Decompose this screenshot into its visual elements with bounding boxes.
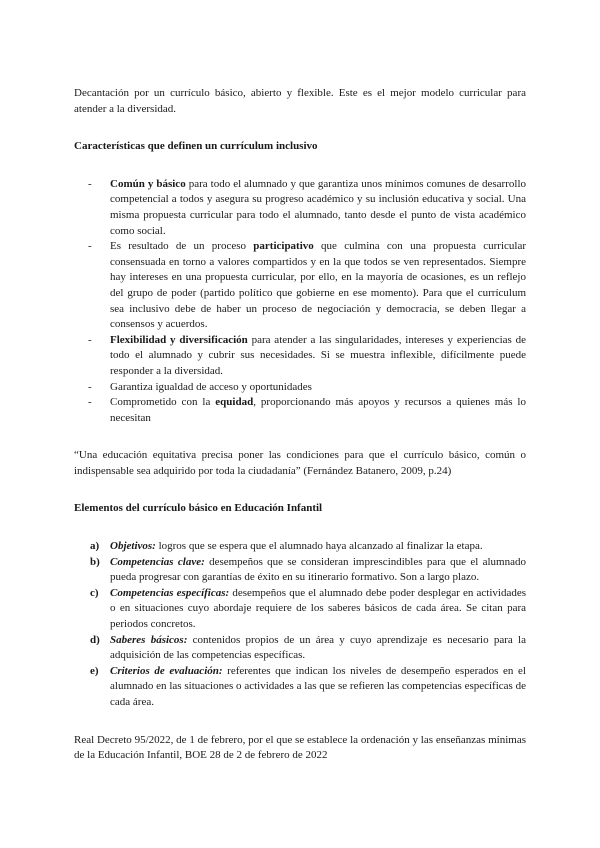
quote-paragraph: “Una educación equitativa precisa poner las condiciones para que el currículo básico, común o indispensable sea adquirido por toda la ciudadanía” (Fernández Batanero, 2009, p.24) <box>74 449 526 477</box>
item-bold-term: participativo <box>253 240 314 253</box>
item-bold-term: Saberes básicos: <box>110 633 188 646</box>
item-text: logros que se espera que el alumnado haya alcanzado al finalizar la etapa. <box>155 540 483 553</box>
list-item <box>74 633 526 664</box>
list-item <box>74 177 526 239</box>
section-heading-basic-curriculum: Elementos del currículo básico en Educación Infantil <box>74 502 323 515</box>
list-item <box>74 586 526 633</box>
item-text: para atender a las singularidades, intereses y experiencias de todo el alumnado y cubrir sus necesidades. Si se muestra inflexible, difícilmente puede responder a la diversidad. <box>110 333 526 377</box>
list-marker: d) <box>90 633 100 646</box>
list-marker: - <box>88 396 92 409</box>
list-item <box>74 664 526 711</box>
list-marker: e) <box>90 664 99 677</box>
item-text: que culmina con una propuesta curricular consensuada en torno a valores compartidos y en la que todos se ven representados. Siempre hay intereses en una propuesta curricular, por ello, en la mayoría de ocasiones, es un reflejo del grupo de poder (partido político que gobierne en ese momento). Para que el currículum sea inclusivo debe de haber un proceso de negociación y democracia, se deben llegar a consensos y acuerdos. <box>110 240 527 331</box>
list-item <box>74 555 526 586</box>
item-bold-term: Objetivos: <box>110 540 156 553</box>
list-item <box>74 380 526 396</box>
section-heading-inclusive-curriculum: Características que definen un currículum inclusivo <box>74 140 318 153</box>
document-page <box>74 86 526 764</box>
item-text-pre: Es resultado de un proceso <box>110 240 254 253</box>
item-text: referentes que indican los niveles de desempeño esperados en el alumnado en las situaciones o actividades a las que se refieren las competencias específicas de cada área. <box>110 664 526 708</box>
list-item <box>74 333 526 380</box>
item-text: contenidos propios de un área y cuyo aprendizaje es necesario para la adquisición de las competencias específicas. <box>110 633 526 662</box>
list-marker: c) <box>90 586 99 599</box>
item-bold-term: Criterios de evaluación: <box>110 664 223 677</box>
item-bold-term: Flexibilidad y diversificación <box>110 333 248 346</box>
item-bold-term: Competencias clave: <box>110 555 205 568</box>
item-text-pre: Comprometido con la <box>110 396 216 409</box>
list-item <box>74 395 526 426</box>
basic-curriculum-elements-list <box>74 539 526 711</box>
item-text: Garantiza igualdad de acceso y oportunidades <box>110 380 312 393</box>
list-marker: a) <box>90 540 100 553</box>
list-marker: - <box>88 240 92 253</box>
list-item <box>74 539 526 555</box>
item-text: desempeños que el alumnado debe poder desplegar en actividades o en situaciones cuyo abordaje requiere de los saberes básicos de cada área. Se citan para periodos concretos. <box>110 586 526 631</box>
list-marker: - <box>88 333 92 346</box>
list-item <box>74 239 526 333</box>
intro-paragraph: Decantación por un currículo básico, abierto y flexible. Este es el mejor modelo curricular para atender a la diversidad. <box>74 87 526 115</box>
inclusive-characteristics-list <box>74 177 526 427</box>
list-marker: - <box>88 177 92 190</box>
item-bold-term: equidad <box>215 396 254 409</box>
reference-paragraph: Real Decreto 95/2022, de 1 de febrero, por el que se establece la ordenación y las enseñanzas mínimas de la Educación Infantil, BOE 28 de 2 de febrero de 2022 <box>74 733 526 762</box>
item-text: para todo el alumnado y que garantiza unos mínimos comunes de desarrollo competencial a todos y asegura su progreso académico y su inclusión educativa y social. Una misma propuesta curricular para todo el alumnado, tanto desde el punto de vista académico como social. <box>110 177 526 237</box>
list-marker: b) <box>90 555 100 568</box>
item-bold-term: Común y básico <box>110 177 186 190</box>
list-marker: - <box>88 380 92 393</box>
item-text: , proporcionando más apoyos y recursos a quienes más lo necesitan <box>110 396 526 424</box>
item-bold-term: Competencias específicas: <box>110 586 230 599</box>
item-text: desempeños que se consideran imprescindibles para que el alumnado pueda progresar con garantías de éxito en su itinerario formativo. Son a largo plazo. <box>110 555 526 584</box>
